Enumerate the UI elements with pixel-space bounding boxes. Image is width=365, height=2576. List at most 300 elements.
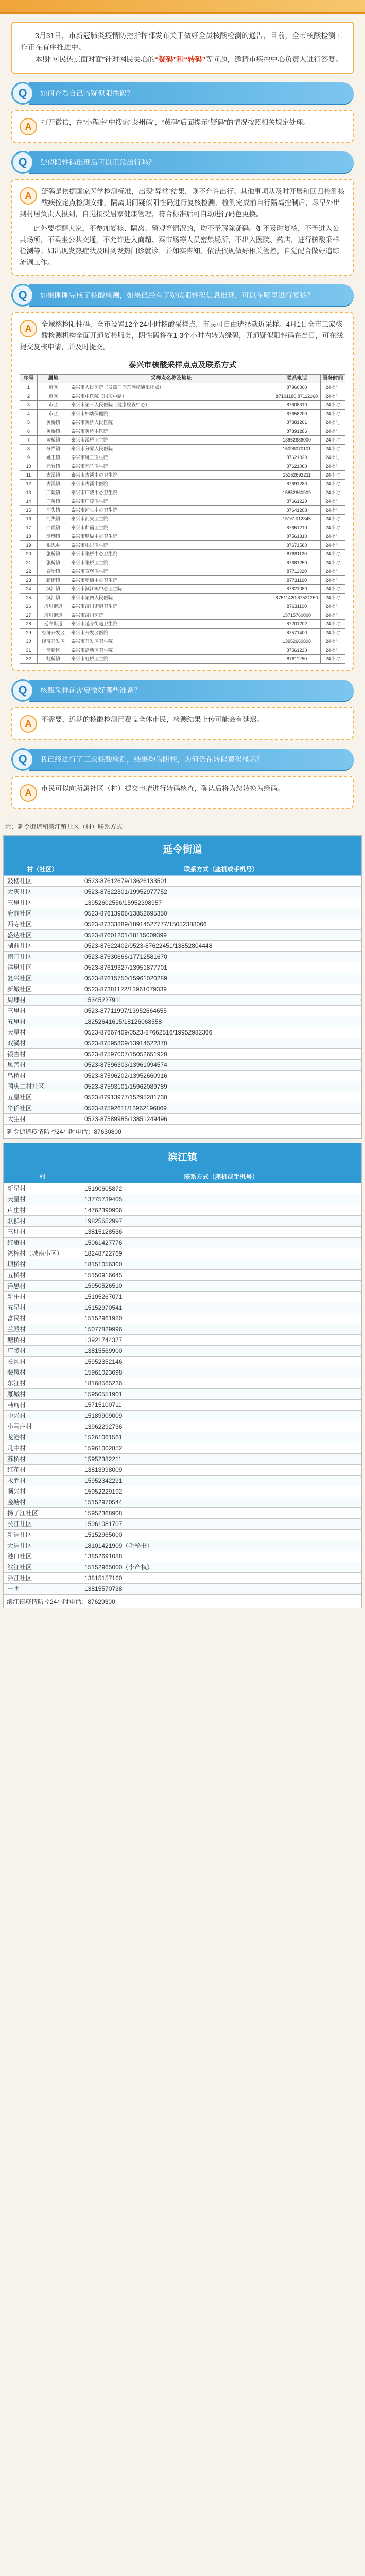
question-row [11,82,354,105]
village-name: 三里村 [4,1006,81,1016]
contact-number: 15952229192 [81,1486,361,1497]
table-cell: 19 [20,541,38,550]
table-cell: 22 [20,567,38,576]
table-cell: 24小时 [321,611,345,620]
table-cell: 泰兴市延令街道卫生院 [69,620,273,629]
table-row [20,401,345,410]
table-cell: 87201202 [273,620,321,629]
table-cell: 87511420 87521250 [273,594,321,602]
table-cell: 7 [20,436,38,445]
table-row [20,541,345,550]
table-row [4,1562,361,1573]
contacts-section-yanling [3,835,362,1139]
table-cell: 15852660909 [273,488,321,497]
table-row [4,1281,361,1292]
village-name: 红旗村 [4,1238,81,1248]
table-row [4,1248,361,1259]
village-name: 龙港村 [4,1432,81,1443]
table-caption: 泰兴市核酸采样点点及联系方式 [128,361,237,369]
village-name: 洋思社区 [4,962,81,973]
contact-number: 0523-87619327/13951877701 [81,962,361,973]
contact-number: 18101421909（毛秘书） [81,1540,361,1551]
contact-number: 15345227911 [81,995,361,1006]
table-cell: 泰兴市第四人民医院 [69,594,273,602]
answer-box [11,776,354,809]
contacts-section-binjiang [3,1143,362,1608]
table-cell: 张桥镇 [38,550,69,558]
qa-block-1 [11,82,354,143]
table-row [4,952,361,962]
village-name: 金塘村 [4,1497,81,1508]
table-cell: 87651210 [273,523,321,532]
village-name: 苏桥村 [4,1454,81,1465]
qa-block-5 [11,748,354,809]
answer-text: 此外要提醒大家，不参加复核、隔离、留观等情况的，均不予解除疑码。如不及时复核，不予进入公共场所，不乘坐公共交通，不允许进入商超、菜市场等人员密集场所，不出入医院、药店，进行核酸采样检测等；如出现发热症状及时到发热门诊就诊，并如实告知。依法依规做好相关管控，自觉配合做好追踪流调工作。 [20,225,339,266]
village-name: 大庆社区 [4,887,81,897]
table-row [4,1400,361,1411]
table-row [4,1060,361,1071]
contact-number: 15952352146 [81,1357,361,1367]
contact-number: 0523-87596202/13952660916 [81,1071,361,1081]
village-name: 鼓楼社区 [4,876,81,887]
table-cell: 虹桥镇 [38,655,69,664]
table-cell: 87821080 [273,585,321,594]
table-cell: 87658200 [273,410,321,418]
table-cell: 24小时 [321,602,345,611]
table-row [4,1205,361,1216]
table-cell: 29 [20,629,38,637]
village-name: 顺兴村 [4,1486,81,1497]
table-row [4,1530,361,1540]
table-cell: 泰兴市黄桥中医院 [69,427,273,436]
table-cell: 87621020 [273,453,321,462]
table-row [4,1238,361,1248]
table-cell: 17 [20,523,38,532]
table-row [20,418,345,427]
table-cell: 9 [20,453,38,462]
table-row [4,887,361,897]
table-row [4,1476,361,1486]
table-cell: 广陵镇 [38,488,69,497]
village-name: 湾棉村（城南小区） [4,1248,81,1259]
table-row [4,1443,361,1454]
table-cell: 市区 [38,392,69,401]
table-cell: 24小时 [321,637,345,646]
table-cell: 24小时 [321,532,345,541]
village-name: 沿江社区 [4,1573,81,1584]
table-row [20,567,345,576]
table-row [4,1584,361,1595]
answer-text: 市民可以向所属社区（村）提交申请进行转码核查，确认后将为您转换为绿码。 [41,785,285,792]
table-row [20,488,345,497]
table-row [4,1508,361,1519]
table-cell: 泰兴市河失卫生院 [69,515,273,523]
table-row [20,462,345,471]
table-row [4,1227,361,1238]
table-row [20,620,345,629]
qa-block-4 [11,679,354,740]
table-row [4,1194,361,1205]
table-cell: 24小时 [321,629,345,637]
table-row [20,585,345,594]
village-name: 副前社区 [4,941,81,952]
table-cell: 24小时 [321,497,345,506]
table-row [4,1389,361,1400]
intro-box [11,22,354,74]
village-name: 复兴社区 [4,973,81,984]
table-row [20,532,345,541]
table-row [20,602,345,611]
contact-number: 0523-87596303/13961094574 [81,1060,361,1071]
village-name: 中兴村 [4,1411,81,1421]
table-row [4,1540,361,1551]
village-name: 一团 [4,1584,81,1595]
table-row [20,471,345,480]
contact-number: 0523-87597007/15052651920 [81,1049,361,1060]
table-cell: 24小时 [321,567,345,576]
table-cell: 泰兴市河失中心卫生院 [69,506,273,515]
village-name: 新庄村 [4,1292,81,1302]
village-name: 联群村 [4,1216,81,1227]
table-cell: 14 [20,497,38,506]
table-cell: 高新区 [38,646,69,655]
table-cell: 87671580 [273,541,321,550]
table-cell: 32 [20,655,38,664]
contact-number: 15152970541 [81,1302,361,1313]
table-row [4,930,361,941]
table-row [4,1367,361,1378]
question-icon: Q [11,82,34,105]
table-row [4,1016,361,1027]
contact-number: 15150916645 [81,1270,361,1281]
table-cell: 泰兴市高新区卫生院 [69,646,273,655]
column-header: 服务时间 [321,375,345,383]
village-name: 华侨社区 [4,1103,81,1114]
village-name: 富民村 [4,1313,81,1324]
hotline-text: 滨江镇疫情防控24小时电话：87629300 [4,1595,361,1608]
column-header: 采样点名称及地址 [69,375,273,383]
village-name: 新港社区 [4,1530,81,1540]
table-cell: 泰兴市张桥卫生院 [69,558,273,567]
village-name: 府前社区 [4,908,81,919]
table-cell: 泰兴市张桥中心卫生院 [69,550,273,558]
table-row [4,876,361,887]
table-row [4,1421,361,1432]
question-text: 如果刚刚完成了核酸检测，如果已经有了疑似阳性码信息出现，可以在哪里进行复核？ [29,284,354,306]
contact-number: 15152965000 [81,1530,361,1540]
table-cell: 87881261 [273,418,321,427]
table-cell: 济川街道 [38,611,69,620]
table-row [4,1259,361,1270]
question-row [11,284,354,307]
contact-number: 13775739405 [81,1194,361,1205]
table-cell: 4 [20,410,38,418]
question-icon: Q [11,284,34,307]
village-name: 五星社区 [4,1092,81,1103]
contact-number: 18248722769 [81,1248,361,1259]
table-cell: 8 [20,445,38,453]
village-name: 卢庄村 [4,1205,81,1216]
table-row [4,1378,361,1389]
table-row [4,1335,361,1346]
table-cell: 24小时 [321,462,345,471]
table-cell: 滨江镇 [38,585,69,594]
contact-number: 18252641615/18126068558 [81,1016,361,1027]
table-cell: 24小时 [321,488,345,497]
table-cell: 15152692211 [273,471,321,480]
contact-number: 15061081707 [81,1519,361,1530]
table-cell: 24小时 [321,550,345,558]
table-cell: 87611250 [273,655,321,664]
table-cell: 87661220 [273,497,321,506]
table-cell: 泰兴市溪桥卫生院 [69,436,273,445]
table-row [4,1573,361,1584]
contact-number: 15152965000（李产权） [81,1562,361,1573]
table-cell: 珊瑚镇 [38,532,69,541]
table-row [20,629,345,637]
table-row [20,436,345,445]
table-cell: 24小时 [321,445,345,453]
contact-number: 0523-87593101/15962089789 [81,1081,361,1092]
village-name: 鸟桥村 [4,1071,81,1081]
table-cell: 分界镇 [38,445,69,453]
table-row [20,506,345,515]
table-row [20,637,345,646]
village-name: 南门社区 [4,952,81,962]
table-cell: 泰兴市人民医院（发热门诊东侧核酸采样点） [69,383,273,392]
contact-number: 14762390906 [81,1205,361,1216]
table-row [20,480,345,488]
table-cell: 15096070101 [273,445,321,453]
village-name: 雁城村 [4,1389,81,1400]
question-row [11,151,354,174]
table-row [4,1006,361,1016]
contact-number: 0523-87592611/13962196869 [81,1103,361,1114]
contact-number: 18151056300 [81,1259,361,1270]
table-row [4,1486,361,1497]
contact-number: 15190605872 [81,1183,361,1194]
table-cell: 24小时 [321,523,345,532]
intro-highlight: “疑码”和“转码” [155,55,206,63]
contacts-table [4,862,361,1125]
section-title: 滨江镇 [4,1143,361,1170]
table-row [4,1432,361,1443]
village-name: 塘桥村 [4,1335,81,1346]
table-cell: 泰兴市第三人民医院（健康检查中心） [69,401,273,410]
village-name: 东江村 [4,1378,81,1389]
contact-number: 13815569900 [81,1346,361,1357]
table-cell: 泰兴市广陵卫生院 [69,497,273,506]
table-cell: 87631100 [273,602,321,611]
table-row [20,594,345,602]
table-cell: 24小时 [321,655,345,664]
table-row [4,1465,361,1476]
table-cell: 11 [20,471,38,480]
table-cell: 20 [20,550,38,558]
table-cell: 24小时 [321,480,345,488]
table-cell: 河失镇 [38,506,69,515]
table-cell: 13 [20,488,38,497]
table-cell: 泰兴市根思卫生院 [69,541,273,550]
village-name: 港口社区 [4,1551,81,1562]
contact-number: 15952368908 [81,1508,361,1519]
table-cell: 泰兴市黄桥人民医院 [69,418,273,427]
table-cell: 根思乡 [38,541,69,550]
table-cell: 2 [20,392,38,401]
village-name: 五桥村 [4,1270,81,1281]
table-cell: 25 [20,594,38,602]
table-cell: 10 [20,462,38,471]
table-row [4,1346,361,1357]
contact-number: 0523-87913977/15295281730 [81,1092,361,1103]
table-cell: 12 [20,480,38,488]
village-name: 银杏村 [4,1049,81,1060]
answer-box [11,179,354,276]
table-cell: 6 [20,427,38,436]
table-cell: 宣堡镇 [38,567,69,576]
table-row [20,646,345,655]
question-text: 疑似阳性码出现后可以正常出行吗？ [29,151,354,173]
table-cell: 姚王镇 [38,453,69,462]
table-cell: 18 [20,532,38,541]
table-cell: 24小时 [321,585,345,594]
village-name: 小马庄村 [4,1421,81,1432]
contact-number: 13815570738 [81,1584,361,1595]
contact-number: 0523-87612679/13626133501 [81,876,361,887]
table-cell: 3 [20,401,38,410]
table-cell: 87561230 [273,646,321,655]
contacts-table [4,1170,361,1595]
village-name: 凡中村 [4,1443,81,1454]
table-cell: 87960000 [273,383,321,392]
table-cell: 87561310 [273,532,321,541]
table-cell: 24小时 [321,436,345,445]
table-cell: 31 [20,646,38,655]
table-row [20,611,345,620]
contact-number: 0523-87595309/13914522370 [81,1038,361,1049]
contact-number: 15077829996 [81,1324,361,1335]
village-name: 大港社区 [4,1540,81,1551]
table-cell: 87101180 87112160 [273,392,321,401]
table-row [20,453,345,462]
table-row [20,392,345,401]
sampling-sites-table [20,356,345,664]
question-row [11,748,354,771]
table-cell: 15161012345 [273,515,321,523]
contact-number: 0523-87711997/13952664655 [81,1006,361,1016]
table-row [20,515,345,523]
village-name: 长沟村 [4,1357,81,1367]
village-name: 盛达社区 [4,930,81,941]
table-cell: 24小时 [321,392,345,401]
column-header: 联系方式（座机或手机号） [81,1170,361,1183]
table-row [4,908,361,919]
intro-paragraph-2: 本期“网民热点面对面”针对网民关心的“疑码”和“转码”等问题，邀请市疾控中心负责人进行答复。 [35,55,343,63]
table-row [20,655,345,664]
table-cell: 新街镇 [38,576,69,585]
contact-number: 19825652997 [81,1216,361,1227]
question-icon: Q [11,679,34,702]
contact-number: 13815128536 [81,1227,361,1238]
question-text: 如何查看自己的疑似阳性码？ [29,82,354,104]
table-cell: 27 [20,611,38,620]
table-cell: 泰兴市古溪中心卫生院 [69,471,273,480]
table-cell: 24小时 [321,506,345,515]
table-cell: 23 [20,576,38,585]
table-cell: 泰兴市新街中心卫生院 [69,576,273,585]
contact-number: 18168565236 [81,1378,361,1389]
question-row [11,679,354,702]
table-cell: 河失镇 [38,515,69,523]
table-cell: 24小时 [321,453,345,462]
answer-icon: A [20,320,37,337]
table-row [20,445,345,453]
table-row [4,1313,361,1324]
table-row [20,427,345,436]
contact-number: 15261061561 [81,1432,361,1443]
contact-number: 0523-87381122/13961079339 [81,984,361,995]
village-name: 大生村 [4,1114,81,1125]
answer-text: 打开微信，在“小程序”中搜索“泰州码”，“黄码”后面提示“疑码”的情况按照相关规定处理。 [41,118,310,126]
table-cell: 黄桥镇 [38,427,69,436]
table-row [4,1049,361,1060]
contact-number: 15952382211 [81,1454,361,1465]
table-row [4,1114,361,1125]
table-cell: 87608310 [273,401,321,410]
table-cell: 87711320 [273,567,321,576]
table-cell: 泰兴市古溪中医院 [69,480,273,488]
table-row [20,576,345,585]
contact-number: 0523-87630666/17712581670 [81,952,361,962]
table-row [4,897,361,908]
table-cell: 市区 [38,401,69,410]
table-cell: 28 [20,620,38,629]
table-cell: 87621060 [273,462,321,471]
table-cell: 市区 [38,410,69,418]
village-name: 三里社区 [4,897,81,908]
village-name: 思善村 [4,1060,81,1071]
village-name: 新星村 [4,1183,81,1194]
table-cell: 87691280 [273,480,321,488]
contact-number: 15715100711 [81,1400,361,1411]
table-cell: 泰兴市济川医院 [69,611,273,620]
table-cell: 24小时 [321,620,345,629]
table-cell: 泰兴市广陵中心卫生院 [69,488,273,497]
table-cell: 元竹镇 [38,462,69,471]
table-header-row [20,375,345,383]
table-row [4,941,361,952]
answer-text: 疑码是依据国家医学检测标准，出现“异常”结果，则不允许出行。其他事项从及时开展和回归检测核酸疾控定点检测安排，隔离期间疑似阳性码进行复核检测，检测完成前自行隔离控制后，尽早外出到村居负责人报到，自觉接受居家健康管理，符合标准后可自动进行码色更换。 [20,188,345,218]
qa-block-3 [11,284,354,671]
table-cell: 87891286 [273,427,321,436]
contact-number: 15061427776 [81,1238,361,1248]
table-cell: 87571400 [273,629,321,637]
village-name: 五里村 [4,1016,81,1027]
table-cell: 1 [20,383,38,392]
table-row [4,995,361,1006]
village-name: 红花村 [4,1465,81,1476]
table-cell: 13852686000 [273,436,321,445]
table-cell: 24小时 [321,576,345,585]
table-cell: 泰兴市虹桥卫生院 [69,655,273,664]
column-header: 序号 [20,375,38,383]
contact-number: 13813998009 [81,1465,361,1476]
contact-number: 15961023698 [81,1367,361,1378]
table-cell: 16 [20,515,38,523]
table-row [4,1027,361,1038]
table-row [4,1519,361,1530]
village-name: 三圩村 [4,1227,81,1238]
